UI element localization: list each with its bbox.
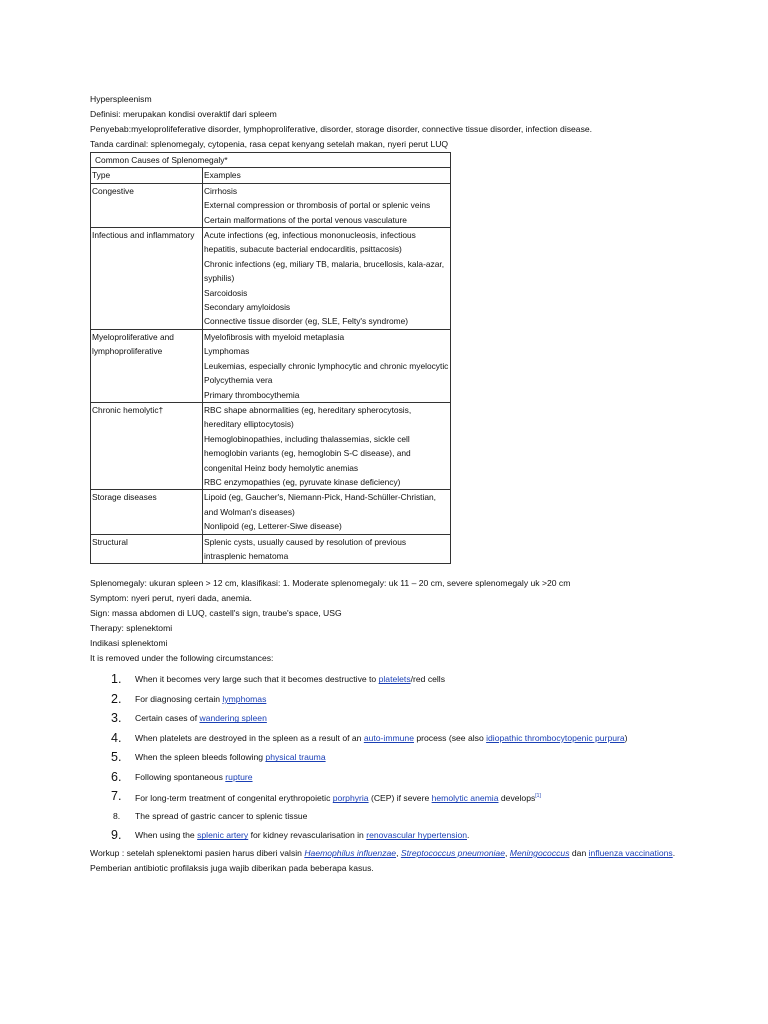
example-item: Myelofibrosis with myeloid metaplasia [204, 331, 345, 342]
item-text: For long-term treatment of congenital erythropoietic [135, 793, 333, 804]
item-link[interactable]: lymphomas [222, 693, 267, 704]
link-influenza-vaccinations[interactable]: influenza vaccinations [588, 847, 673, 858]
example-item: Secondary amyloidosis [204, 302, 291, 313]
list-item [90, 729, 690, 749]
column-header-examples: Examples [203, 168, 451, 183]
separator: dan [569, 847, 589, 858]
table-row [91, 490, 451, 534]
cause-type: Structural [91, 534, 203, 564]
cause-examples [203, 329, 451, 402]
therapy-text: Therapy: splenektomi [90, 623, 173, 634]
example-item: Sarcoidosis [204, 287, 248, 298]
reference-link[interactable]: [1] [535, 793, 541, 800]
item-text: When the spleen bleeds following [135, 752, 266, 763]
item-text: When it becomes very large such that it becomes destructive to [135, 674, 379, 685]
cause-type: Infectious and inflammatory [91, 228, 203, 330]
example-item: Nonlipoid (eg, Letterer-Siwe disease) [204, 521, 342, 532]
column-header-type: Type [91, 168, 203, 183]
example-item: Splenic cysts, usually caused by resolution of previous intrasplenic hematoma [204, 536, 407, 561]
cause-type: Storage diseases [91, 490, 203, 534]
list-number: 5. [111, 750, 122, 765]
list-item [90, 826, 690, 846]
item-text: When using the [135, 830, 198, 841]
cause-examples [203, 228, 451, 330]
table-row [91, 183, 451, 227]
example-item: Leukemias, especially chronic lymphocytic and chronic myelocytic [204, 360, 449, 371]
list-item [90, 768, 690, 788]
item-text: for kidney revascularisation in [248, 830, 367, 841]
list-number: 9. [111, 828, 122, 843]
symptom-text: Symptom: nyeri perut, nyeri dada, anemia. [90, 593, 252, 604]
definition-text: Definisi: merupakan kondisi overaktif dari spleem [90, 109, 277, 119]
example-item: Lymphomas [204, 346, 250, 357]
example-item: Cirrhosis [204, 185, 238, 196]
item-text: For diagnosing certain [135, 693, 223, 704]
splenomegaly-causes-table [90, 152, 451, 564]
cardinal-signs-text: Tanda cardinal: splenomegaly, cytopenia, rasa cepat kenyang setelah makan, nyeri perut LUQ [90, 139, 449, 149]
workup-intro: Workup : setelah splenektomi pasien harus diberi valsin [90, 847, 305, 858]
list-item [90, 690, 690, 710]
list-item [90, 670, 690, 690]
workup-outro: . Pemberian antibiotic profilaksis juga wajib diberikan pada beberapa kasus. [90, 847, 676, 873]
item-text: When platelets are destroyed in the spleen as a result of an [135, 732, 364, 743]
table-row [91, 534, 451, 564]
document-body [90, 92, 690, 876]
cause-examples [203, 402, 451, 489]
table-row [91, 329, 451, 402]
cause-examples [203, 490, 451, 534]
item-text: ) [624, 732, 628, 743]
list-number: 8. [113, 810, 121, 821]
table-caption-row [91, 153, 451, 168]
item-text: (CEP) if severe [368, 793, 432, 804]
doc-title: Hyperspleenism [90, 94, 152, 104]
example-item: Polycythemia vera [204, 375, 273, 386]
cause-type: Chronic hemolytic† [91, 402, 203, 489]
list-number: 2. [111, 691, 122, 706]
item-text: process (see also [413, 732, 487, 743]
example-item: Lipoid (eg, Gaucher's, Niemann-Pick, Hand-Schüller-Christian, and Wolman's diseases) [204, 492, 437, 517]
item-text: The spread of gastric cancer to splenic tissue [135, 810, 308, 821]
item-link[interactable]: renovascular hypertension [366, 830, 467, 841]
list-item [90, 748, 690, 768]
indikasi-text: Indikasi splenektomi [90, 638, 168, 649]
example-item: Certain malformations of the portal venous vasculature [204, 214, 407, 225]
list-number: 7. [111, 789, 122, 804]
separator: , [396, 847, 401, 858]
item-link[interactable]: auto-immune [363, 732, 414, 743]
list-item [90, 787, 690, 807]
cause-type: Congestive [91, 183, 203, 227]
cause-type: Myeloproliferative and lymphoproliferative [91, 329, 203, 402]
example-item: External compression or thrombosis of portal or splenic veins [204, 200, 431, 211]
after-table-section [90, 576, 690, 666]
link-meningococcus[interactable]: Meningococcus [509, 847, 570, 858]
separator: , [505, 847, 510, 858]
list-number: 3. [111, 711, 122, 726]
list-number: 1. [111, 672, 122, 687]
example-item: Primary thrombocythemia [204, 389, 300, 400]
table-row [91, 228, 451, 330]
sign-text: Sign: massa abdomen di LUQ, castell's sign, traube's space, USG [90, 608, 342, 619]
removed-intro-text: It is removed under the following circumstances: [90, 653, 274, 664]
link-haemophilus[interactable]: Haemophilus influenzae [304, 847, 397, 858]
table-header-row [91, 168, 451, 183]
item-link[interactable]: hemolytic anemia [431, 793, 499, 804]
example-item: Connective tissue disorder (eg, SLE, Felty's syndrome) [204, 316, 409, 327]
example-item: Chronic infections (eg, miliary TB, malaria, brucellosis, kala-azar, syphilis) [204, 258, 445, 284]
item-text: Certain cases of [135, 713, 200, 724]
circumstances-list [90, 670, 690, 846]
item-link[interactable]: physical trauma [265, 752, 326, 763]
item-link[interactable]: splenic artery [197, 830, 249, 841]
item-link[interactable]: wandering spleen [199, 713, 267, 724]
link-streptococcus[interactable]: Streptococcus pneumoniae [400, 847, 505, 858]
example-item: Hemoglobinopathies, including thalassemias, sickle cell hemoglobin variants (eg, hemoglobin S-C disease), and congenital Heinz body hemolytic anemias [204, 433, 411, 473]
item-text: develops [498, 793, 536, 804]
cause-examples [203, 183, 451, 227]
list-item [90, 807, 690, 827]
list-number: 4. [111, 730, 122, 745]
item-text: . [467, 830, 470, 841]
workup-paragraph [90, 846, 680, 876]
example-item: RBC enzymopathies (eg, pyruvate kinase deficiency) [204, 476, 401, 487]
item-text: Following spontaneous [135, 771, 226, 782]
table-caption: Common Causes of Splenomegaly* [91, 153, 451, 168]
list-number: 6. [111, 769, 122, 784]
item-link[interactable]: porphyria [332, 793, 369, 804]
item-link[interactable]: platelets [378, 674, 411, 685]
example-item: Acute infections (eg, infectious mononucleosis, infectious hepatitis, subacute bacterial endocarditis, psittacosis) [204, 230, 416, 255]
item-link[interactable]: idiopathic thrombocytopenic purpura [486, 732, 625, 743]
example-item: RBC shape abnormalities (eg, hereditary spherocytosis, hereditary elliptocytosis) [204, 404, 412, 430]
item-link[interactable]: rupture [225, 771, 253, 782]
list-item [90, 709, 690, 729]
item-text: /red cells [410, 674, 446, 685]
causes-text: Penyebab:myeloprolifeferative disorder, lymphoproliferative, disorder, storage disorder, connective tissue disorder, infection disease. [90, 124, 593, 134]
splenomegaly-text: Splenomegaly: ukuran spleen > 12 cm, klasifikasi: 1. Moderate splenomegaly: uk 11 – 20 cm, severe splenomegaly uk >20 cm [90, 578, 571, 589]
cause-examples [203, 534, 451, 564]
table-row [91, 402, 451, 489]
